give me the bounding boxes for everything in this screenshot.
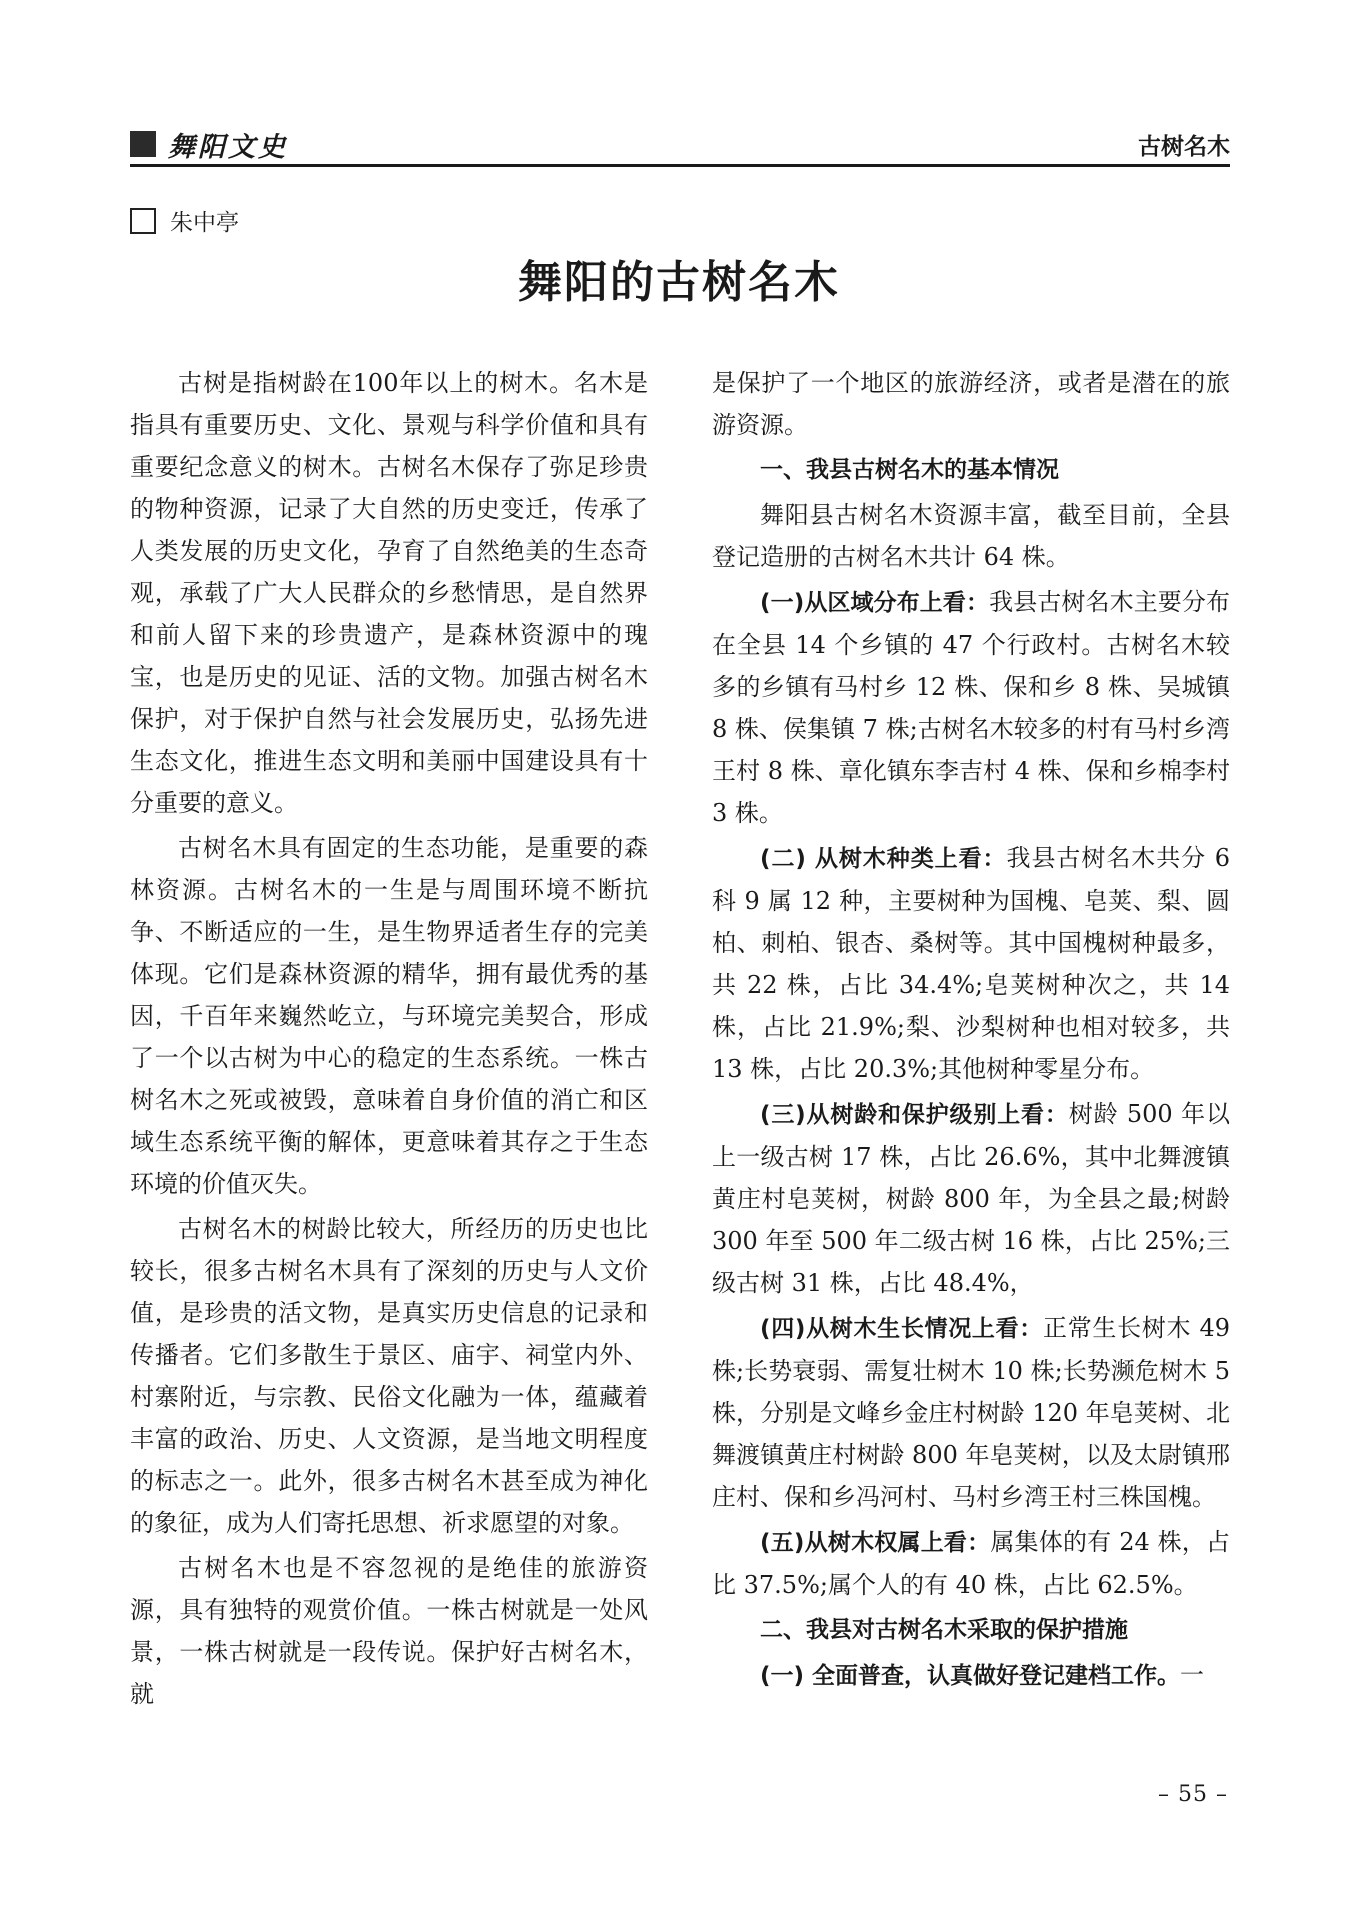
paragraph-continuation: 是保护了一个地区的旅游经济，或者是潜在的旅游资源。 [712, 369, 1230, 439]
list-item [712, 1521, 1230, 1606]
item-text: 正常生长树木 49 株;长势衰弱、需复壮树木 10 株;长势濒危树木 5 株，分别是文峰乡金庄村树龄 120 年皂荚树、北舞渡镇黄庄村树龄 800 年皂荚树，以及太尉镇邢庄村、保和乡冯河村、马村乡湾王村三株国槐。 [712, 1314, 1230, 1511]
page-number: – 55 – [1158, 1782, 1228, 1807]
header-square-icon [130, 131, 156, 157]
item-text: 属集体的有 24 株，占比 37.5%;属个人的有 40 株，占比 62.5%。 [712, 1528, 1231, 1599]
item-lead: (三)从树龄和保护级别上看： [760, 1102, 1069, 1128]
left-column [130, 362, 648, 1718]
section-heading: 二、我县对古树名木采取的保护措施 [760, 1617, 1128, 1643]
item-lead: (一)从区域分布上看： [760, 590, 990, 616]
item-text: 树龄 500 年以上一级古树 17 株，占比 26.6%，其中北舞渡镇黄庄村皂荚树，树龄 800 年，为全县之最;树龄 300 年至 500 年二级古树 16 株，占比 25%;三级古树 31 株，占比 48.4%， [712, 1100, 1230, 1297]
paragraph: 古树名木具有固定的生态功能，是重要的森林资源。古树名木的一生是与周围环境不断抗争、不断适应的一生，是生物界适者生存的完美体现。它们是森林资源的精华，拥有最优秀的基因，千百年来巍然屹立，与环境完美契合，形成了一个以古树为中心的稳定的生态系统。一株古树名木之死或被毁，意味着自身价值的消亡和区域生态系统平衡的解体，更意味着其存之于生态环境的价值灭失。 [130, 834, 648, 1198]
item-lead: (五)从树木权属上看： [760, 1530, 991, 1556]
item-text: 我县古树名木共分 6 科 9 属 12 种，主要树种为国槐、皂荚、梨、圆柏、刺柏、银杏、桑树等。其中国槐树种最多，共 22 株，占比 34.4%;皂荚树种次之，共 14 株，占比 21.9%;梨、沙梨树种也相对较多，共 13 株，占比 20.3%;其他树种零星分布。 [712, 844, 1230, 1083]
right-column [712, 362, 1230, 1700]
article-title: 舞阳的古树名木 [518, 257, 840, 308]
list-item [712, 1307, 1230, 1518]
paragraph: 古树是指树龄在100年以上的树木。名木是指具有重要历史、文化、景观与科学价值和具有重要纪念意义的树木。古树名木保存了弥足珍贵的物种资源，记录了大自然的历史变迁，传承了人类发展的历史文化，孕育了自然绝美的生态奇观，承载了广大人民群众的乡愁情思，是自然界和前人留下来的珍贵遗产，是森林资源中的瑰宝，也是历史的见证、活的文物。加强古树名木保护，对于保护自然与社会发展历史，弘扬先进生态文化，推进生态文明和美丽中国建设具有十分重要的意义。 [130, 369, 648, 817]
item-text: 我县古树名木主要分布在全县 14 个乡镇的 47 个行政村。古树名木较多的乡镇有马村乡 12 株、保和乡 8 株、吴城镇 8 株、侯集镇 7 株;古树名木较多的村有马村乡湾王村 8 株、章化镇东李吉村 4 株、保和乡棉李村 3 株。 [712, 588, 1230, 827]
item-lead: (二) 从树木种类上看： [760, 846, 1007, 872]
column-name: 古树名木 [1138, 134, 1230, 160]
item-lead: (四)从树木生长情况上看： [760, 1316, 1043, 1342]
item-lead: (一) 全面普查，认真做好登记建档工作。 [760, 1663, 1181, 1689]
section-heading: 一、我县古树名木的基本情况 [760, 457, 1059, 483]
list-item [712, 1654, 1230, 1697]
paragraph: 古树名木也是不容忽视的是绝佳的旅游资源，具有独特的观赏价值。一株古树就是一处风景，一株古树就是一段传说。保护好古树名木，就 [130, 1554, 648, 1708]
author-name: 朱中亭 [170, 210, 239, 236]
author-box-icon [130, 208, 156, 234]
paragraph: 古树名木的树龄比较大，所经历的历史也比较长，很多古树名木具有了深刻的历史与人文价值，是珍贵的活文物，是真实历史信息的记录和传播者。它们多散生于景区、庙宇、祠堂内外、村寨附近，与宗教、民俗文化融为一体，蕴藏着丰富的政治、历史、人文资源，是当地文明程度的标志之一。此外，很多古树名木甚至成为神化的象征，成为人们寄托思想、祈求愿望的对象。 [130, 1215, 648, 1537]
paragraph: 舞阳县古树名木资源丰富，截至目前，全县登记造册的古树名木共计 64 株。 [712, 501, 1230, 571]
author-row [130, 204, 239, 237]
list-item [712, 837, 1230, 1090]
journal-name: 舞阳文史 [168, 131, 288, 163]
list-item [712, 1093, 1230, 1304]
item-text: 一 [1180, 1661, 1205, 1689]
journal-header [130, 128, 288, 163]
header-rule [130, 164, 1230, 167]
list-item [712, 581, 1230, 834]
